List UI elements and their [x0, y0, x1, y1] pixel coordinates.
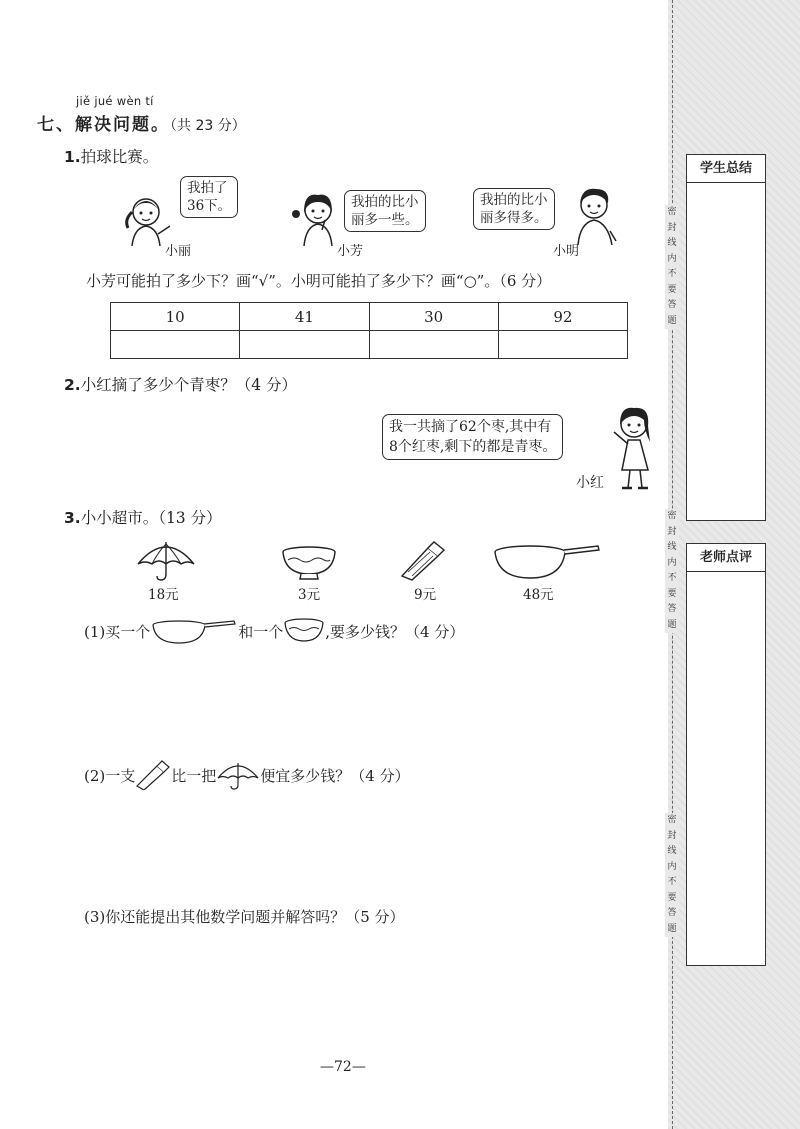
- xiaohong-name: 小红: [576, 475, 604, 491]
- section-number: 七、: [37, 115, 75, 135]
- toothpaste-icon: [135, 760, 171, 790]
- section-score: （共 23 分）: [170, 118, 246, 134]
- bowl-price: 3元: [298, 587, 321, 603]
- q2-heading: [64, 373, 297, 395]
- seal-text-1: 密封线内不要答题: [665, 205, 679, 329]
- q3-heading: [64, 506, 222, 528]
- xiaoming-speech: 我拍的比小 丽多得多。: [473, 188, 555, 230]
- q3-number: 3.: [64, 509, 81, 527]
- q1-title: 拍球比赛。: [80, 148, 159, 166]
- option-cell: 41: [240, 303, 369, 331]
- umbrella-icon: [216, 760, 260, 790]
- xiaofang-name: 小芳: [337, 244, 364, 259]
- q3-sub1: (1)买一个 和一个 ,要多少钱？（4 分）: [84, 617, 464, 645]
- pan-price: 48元: [523, 587, 554, 603]
- q1-number: 1.: [64, 148, 81, 166]
- q1-prompt: 小芳可能拍了多少下？画“√”。小明可能拍了多少下？画“○”。（6 分）: [86, 272, 552, 290]
- answer-cell[interactable]: [111, 331, 240, 359]
- xiaofang-speech: 我拍的比小 丽多一些。: [344, 190, 426, 232]
- xiaoli-speech: 我拍了 36下。: [180, 176, 238, 218]
- bowl-icon: [283, 617, 325, 645]
- q3-title: 小小超市。（13 分）: [80, 509, 222, 527]
- option-cell: 30: [369, 303, 498, 331]
- section-pinyin: jiě jué wèn tí: [76, 94, 154, 108]
- pan-icon: [150, 617, 236, 645]
- q1-answer-row[interactable]: [111, 331, 628, 359]
- boy-xiaoming-figure: [568, 183, 620, 245]
- xiaoli-name: 小丽: [165, 244, 192, 259]
- answer-cell[interactable]: [498, 331, 627, 359]
- q3-sub3: (3)你还能提出其他数学问题并解答吗？（5 分）: [84, 908, 405, 926]
- q1-heading: [64, 145, 158, 167]
- q1-options-row: [111, 303, 628, 331]
- q1-answer-table: [110, 302, 628, 359]
- pan-icon: [492, 540, 602, 582]
- section-title: 解决问题。: [75, 115, 170, 135]
- q2-title: 小红摘了多少个青枣？（4 分）: [80, 376, 297, 394]
- page-number: —72—: [320, 1059, 366, 1075]
- xiaoming-name: 小明: [553, 244, 580, 259]
- bowl-icon: [280, 544, 338, 580]
- girl-xiaohong-figure: [604, 402, 660, 494]
- student-summary-title: 学生总结: [687, 155, 765, 183]
- q3-sub2: (2)一支 比一把 便宜多少钱？（4 分）: [84, 760, 410, 790]
- option-cell: 10: [111, 303, 240, 331]
- toothpaste-icon: [398, 540, 446, 582]
- answer-cell[interactable]: [369, 331, 498, 359]
- seal-text-2: 密封线内不要答题: [665, 509, 679, 633]
- girl-xiaoli-figure: [118, 190, 174, 246]
- xiaohong-speech: 我一共摘了62个枣,其中有 8个红枣,剩下的都是青枣。: [382, 414, 563, 460]
- q2-number: 2.: [64, 376, 81, 394]
- seal-text-3: 密封线内不要答题: [665, 813, 679, 937]
- teacher-comment-title: 老师点评: [687, 544, 765, 572]
- teacher-comment-box[interactable]: [686, 543, 766, 966]
- section-header: [37, 110, 246, 135]
- umbrella-icon: [136, 538, 196, 582]
- answer-cell[interactable]: [240, 331, 369, 359]
- student-summary-box[interactable]: [686, 154, 766, 521]
- option-cell: 92: [498, 303, 627, 331]
- girl-xiaofang-figure: [292, 190, 344, 246]
- toothpaste-price: 9元: [414, 587, 437, 603]
- umbrella-price: 18元: [148, 587, 179, 603]
